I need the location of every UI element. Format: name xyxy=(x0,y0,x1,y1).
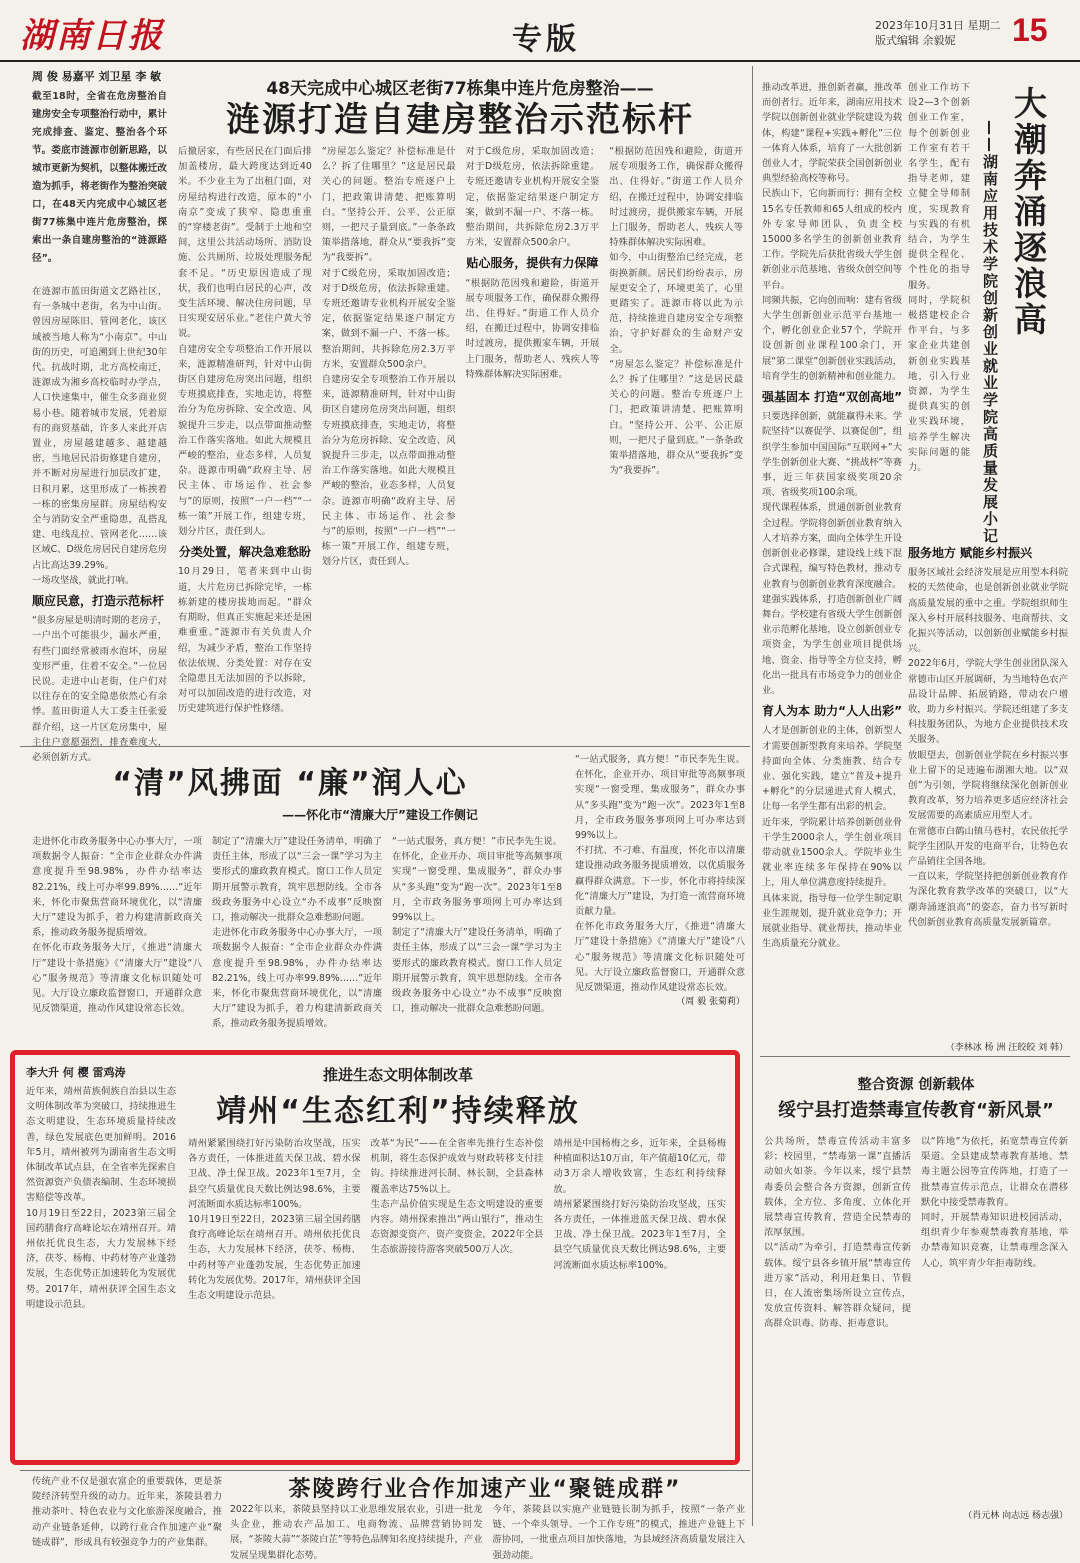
article-byline: 李大升 何 樱 雷鸡涛 xyxy=(26,1066,126,1079)
paragraph: 近年来，学院累计培养创新创业骨干学生2000余人，学生创业项目带动就业1500余人。学院毕业生就业率连续多年保持在90%以上，用人单位满意度持续提升。 xyxy=(762,816,902,889)
paragraph: 不打扰、不刁难、有温度，怀化市以清廉建设推动政务服务提质增效，以优质服务赢得群众满意。下一步，怀化市将持续深化“清廉大厅”建设，为打造一流营商环境贡献力量。 xyxy=(575,845,745,918)
paragraph: 在怀化市政务服务大厅，《推进“清廉大厅”建设十条措施》《“清廉大厅”建设“八心”服务规范》等清廉文化标识随处可见。大厅设立廉政监督窗口，开通群众意见反馈渠道，推动作风建设常态长效。 xyxy=(32,942,202,1015)
page-number: 15 xyxy=(1012,12,1048,48)
paragraph: 公共场所，禁毒宣传活动丰富多彩；校园里，“禁毒第一课”直播活动如火如荼。今年以来，绥宁县禁毒委员会整合各方资源，创新宣传载体，全方位、多角度、立体化开展禁毒宣传教育，营造全民禁毒的浓厚氛围。 xyxy=(764,1136,911,1239)
article-column-right xyxy=(575,752,745,1044)
divider xyxy=(20,746,750,747)
paragraph: 10月29日，笔者来到中山街道，大片危房已拆除完毕，一栋栋新建的楼房拔地而起。“群众有期盼，但真正实施起来还是困难重重。”涟源市有关负责人介绍，为减少矛盾，整治工作坚持依法依规、分类处置：对存在安全隐患且无法加固的予以拆除，对可以加固改造的进行改造，对历史建筑进行保护性修缮。 xyxy=(178,566,312,715)
paragraph: “一站式服务，真方便！”市民李先生说。在怀化，企业开办、项目审批等高频事项实现“一窗受理、集成服务”，群众办事从“多头跑”变为“跑一次”。2023年1至8月，全市政务服务事项网上可办率达到99%以上。 xyxy=(392,836,562,924)
paragraph: 对于C级危房，采取加固改造；对于D级危房，依法拆除重建。专班还邀请专业机构开展安全鉴定，依据鉴定结果逐户制定方案，做到不漏一户、不落一栋。整治期间，共拆除危房2.3万平方米，安置群众500余户。 xyxy=(321,267,456,370)
paragraph: 民族山下，它向新而行：拥有全校15名专任教师和65人组成的校内外专家导师团队，负责全校15000多名学生的创新创业教育工作。学院先后获批省级大学生创新创业示范基地、省级众创空间等平台。 xyxy=(762,188,902,291)
article-subhead: 服务地方 赋能乡村振兴 xyxy=(908,546,1033,560)
paragraph: 走进怀化市政务服务中心办事大厅，一项项数据令人振奋：“全市企业群众办件满意度提升至98.98%，办件办结率达82.21%，线上可办率99.89%……”近年来，怀化市聚焦营商环境优化，以“清廉大厅”建设为抓手，着力构建清新政商关系，推动政务服务提质增效。 xyxy=(32,836,202,939)
paragraph: “根据防范因残和避险，街道开展专项服务工作，确保群众搬得出、住得好。”街道工作人员介绍，在搬迁过程中，协调安排临时过渡房，提供搬家车辆，开展上门服务，帮助老人、残疾人等特殊群体解决实际困难。 xyxy=(609,146,743,249)
article-credit: （周 毅 张菊莉） xyxy=(676,997,745,1008)
article-subhead: 强基固本 打造“双创高地” xyxy=(762,390,902,405)
paragraph: 同时，学院积极搭建校企合作平台，与多家企业共建创新创业实践基地，引入行业资源，为学生提供真实的创业实践环境，培养学生解决实际问题的能力。 xyxy=(908,294,970,474)
paragraph: 今年，茶陵县以实施产业链链长制为抓手，按照“一条产业链、一个牵头领导、一个工作专班”的模式，推进产业链上下游协同，一批重点项目加快落地，为县域经济高质量发展注入强劲动能。 xyxy=(492,1504,745,1561)
paragraph: 在常德市白鹤山镇马巷村，农民依托学院学生团队开发的电商平台，让特色农产品销往全国各地。 xyxy=(908,825,1068,868)
article-column-1 xyxy=(26,1084,176,1452)
paragraph: 生态产品价值实现是生态文明建设的重要内容。靖州探索推出“两山银行”，推动生态资源变资产、资产变资金，2022年全县生态旅游接待游客突破500万人次。 xyxy=(370,1198,544,1256)
article-suining xyxy=(760,1060,1072,1528)
article-subhead: 分类处置，解决急难愁盼 xyxy=(178,545,311,560)
article-college-column-c xyxy=(908,540,1068,1035)
article-college-column-b xyxy=(908,80,970,540)
paragraph: 具体来说，指导每一位学生制定职业生涯规划，提升就业竞争力；开展就业指导、就业帮扶，推动毕业生高质量充分就业。 xyxy=(762,892,902,950)
divider xyxy=(760,1056,1070,1057)
paragraph: 走进怀化市政务服务中心办事大厅，一项项数据令人振奋：“全市企业群众办件满意度提升至98.98%，办件办结率达82.21%，线上可办率99.89%……”近年来，怀化市聚焦营商环境优化，以“清廉大厅”建设为抓手，着力构建清新政商关系，推动政务服务提质增效。 xyxy=(212,927,382,1030)
article-credit: （肖元林 向志远 杨志强） xyxy=(963,1511,1068,1521)
article-lead: 截至18时，全省在危房整治自建房安全专项整治行动中，累计完成排查、鉴定、整治各个环节。娄底市涟源市创新思路，以城市更新为契机，以整体搬迁改造为抓手，将老街作为整治突破口，在48天内完成中心城区老街77栋集中连片危房整治，探索出一条自建房整治的“涟源路径”。 xyxy=(32,91,167,264)
article-body-columns xyxy=(178,144,743,740)
paragraph: 对于C级危房，采取加固改造；对于D级危房，依法拆除重建。专班还邀请专业机构开展安全鉴定，依据鉴定结果逐户制定方案，做到不漏一户、不落一栋。整治期间，共拆除危房2.3万平方米，安置群众500余户。 xyxy=(465,146,600,249)
article-column-1: 传统产业不仅是强农富企的重要载体，更是茶陵经济转型升级的动力。近年来，茶陵县着力推动茶叶、特色农业与文化旅游深度融合，推动产业链条延伸，以跨行业合作加速产业“聚链成群”，形成具有较强竞争力的产业集群。 xyxy=(32,1476,222,1548)
paragraph: “一站式服务，真方便！”市民李先生说。在怀化，企业开办、项目审批等高频事项实现“一窗受理、集成服务”，群众办事从“多头跑”变为“跑一次”。2023年1至8月，全市政务服务事项网上可办率达到99%以上。 xyxy=(575,754,745,842)
article-subtitle-vertical: ——湖南应用技术学院创新创业就业学院高质量发展小记 xyxy=(981,120,999,545)
paragraph: 靖州紧紧围绕打好污染防治攻坚战，压实各方责任，一体推进蓝天保卫战、碧水保卫战、净土保卫战。2023年1至7月，全县空气质量优良天数比例达98.6%，主要河流断面水质达标率100%。 xyxy=(188,1138,361,1210)
paragraph: 放眼望去，创新创业学院在乡村振兴事业上留下的足迹遍布湖湘大地。以“双创”为引领，学院将继续深化创新创业教育改革，努力培养更多适应经济社会发展需要的高素质应用型人才。 xyxy=(908,749,1068,822)
article-body-columns xyxy=(764,1134,1068,1506)
paragraph: 在怀化市政务服务大厅，《推进“清廉大厅”建设十条措施》《“清廉大厅”建设“八心”服务规范》等清廉文化标识随处可见。大厅设立廉政监督窗口，开通群众意见反馈渠道，推动作风建设常态长效。 xyxy=(575,921,745,994)
paragraph: 10月19日至22日，2023第三届全国药膳食疗高峰论坛在靖州召开。靖州依托优良生态，大力发展林下经济，茯苓、杨梅、中药材等产业蓬勃发展，生态优势正加速转化为发展优势。2017年，靖州获评全国生态文明建设示范县。 xyxy=(26,1207,176,1310)
article-headline: 绥宁县打造禁毒宣传教育“新风景” xyxy=(778,1100,1054,1121)
paragraph: 靖州是中国杨梅之乡，近年来，全县杨梅种植面积达10万亩，年产值超10亿元，带动3万余人增收致富，生态红利持续释放。 xyxy=(553,1138,727,1195)
paragraph: 推动改革进，推创新者赢，推改革而创者行。近年来，湖南应用技术学院以创新创业就业学院建设为载体，构建“课程+实践+孵化”三位一体育人体系，培育了一大批创新创业人才，学院荣获全国创新创业典型经验高校等称号。 xyxy=(762,82,902,185)
article-column-1 xyxy=(32,284,167,764)
paragraph: 如今，中山街整治已经完成，老街换新颜。居民们纷纷表示，房屋更安全了，环境更美了，心里更踏实了。涟源市将以此为示范，持续推进自建房安全专项整治，守护好群众的生命财产安全。 xyxy=(609,252,743,355)
paragraph: 制定了“清廉大厅”建设任务清单，明确了责任主体，形成了以“三会一课”学习为主要形式的廉政教育模式。窗口工作人员定期开展警示教育，筑牢思想防线。全市各级政务服务中心设立“办不成事”反映窗口，推动解决一批群众急难愁盼问题。 xyxy=(392,927,562,1015)
article-lianyuan xyxy=(20,66,750,764)
paragraph: 2022年以来，茶陵县坚持以工业思维发展农业，引进一批龙头企业，推动农产品加工、电商物流、品牌营销协同发展，“茶陵大蒜”“茶陵白芷”等特色品牌知名度持续提升，产业发展呈现集群化态势。 xyxy=(230,1504,483,1561)
issue-date: 2023年10月31日 星期二 xyxy=(875,19,1001,32)
article-headline: “清”风拂面 “廉”润人心 xyxy=(112,766,468,801)
section-title: 专版 xyxy=(512,22,580,57)
article-body-columns xyxy=(32,834,562,1044)
paragraph: 改革“为民”——在全省率先推行生态补偿机制，将生态保护成效与财政转移支付挂钩。持续推进河长制、林长制，全县森林覆盖率达75%以上。 xyxy=(370,1138,544,1195)
article-headline: 茶陵跨行业合作加速产业“聚链成群” xyxy=(288,1477,682,1502)
paragraph: 只要选择创新，就能赢得未来。学院坚持“以赛促学、以赛促创”，组织学生参加中国国际“互联网+”大学生创新创业大赛、“挑战杯”等赛事，近三年获国家级奖项20余项、省级奖项100余项。 xyxy=(762,411,902,499)
article-kicker: 推进生态文明体制改革 xyxy=(322,1066,473,1084)
article-byline: 周 俊 易嘉平 刘卫星 李 敏 xyxy=(32,70,162,83)
masthead-meta xyxy=(875,18,1001,48)
paragraph: 创业工作坊下设2—3个创新创业工作室，每个创新创业工作室有若干名学生，配有指导老师，建立健全导师制度，实现教育与实践的有机结合，为学生提供全程化、个性化的指导服务。 xyxy=(908,82,970,291)
paragraph: 同时，开展禁毒知识进校园活动，组织青少年参观禁毒教育基地，举办禁毒知识竞赛，让禁毒理念深入人心，筑牢青少年拒毒防线。 xyxy=(921,1212,1068,1269)
paragraph: 人才是创新创业的主体，创新型人才需要创新型教育来培养。学院坚持面向全体、分类施教、结合专业、强化实践，建立“普及+提升+孵化”的分层递进式育人模式，让每一名学生都有出彩的机会。 xyxy=(762,725,902,813)
paragraph: 以“活动”为牵引，打造禁毒宣传新载体。绥宁县各乡镇开展“禁毒宣传进万家”活动，利用赶集日、节假日，在人流密集场所设立宣传点，发放宣传资料、解答群众疑问，提高群众识毒、防毒、拒毒意识。 xyxy=(764,1242,911,1330)
masthead xyxy=(0,0,1080,62)
paragraph: 建强实践体系，打造创新创业广阔舞台。学校建有省级大学生创新创业示范孵化基地，设立创新创业专项资金，为学生创业项目提供场地、资金、指导等全方位支持，孵化出一批具有市场竞争力的创业企业。 xyxy=(762,593,902,696)
paragraph: 近年来，靖州苗族侗族自治县以生态文明体制改革为突破口，持续推进生态文明建设，生态环境质量持续改善，绿色发展底色更加鲜明。2016年5月，靖州被列为湖南省生态文明体制改革试点县，在全省率先探索自然资源资产负债表编制、生态环境损害赔偿等改革。 xyxy=(26,1086,176,1204)
article-huaihua xyxy=(20,750,750,1046)
paragraph: 一场攻坚战，就此打响。 xyxy=(32,574,135,586)
paragraph: “很多房屋是明清时期的老房子，一户出个可能很少，漏水严重，有些门面经常被雨水泡坏，房屋变形严重，住着不安全。”一位居民说。走进中山老街，住户们对以往存在的安全隐患依然心有余悸。蓝田街道人大工委主任张爱群介绍，这一片区危房集中，屋主住户意愿强烈，排查难度大，必须创新方式。 xyxy=(32,615,167,764)
article-body-columns xyxy=(188,1136,726,1452)
paragraph: 现代课程体系，贯通创新创业教育全过程。学院将创新创业教育纳入人才培养方案，面向全体学生开设创新创业必修课，建设线上线下混合式课程，编写特色教材，推动专业教育与创新创业教育深度融合。 xyxy=(762,502,902,590)
column-divider xyxy=(752,66,753,1526)
article-college-column-a xyxy=(762,80,902,1035)
paragraph: 自建房安全专项整治工作开展以来，涟源精准研判，针对中山街街区自建房危房突出问题，组织专班摸底排查，实地走访，将整治分为危房拆除、安全改造、风貌提升三步走，以点带面推动整治工作落实落地。如此大规模且严峻的整治，业态多样，人员复杂。涟源市明确“政府主导、居民主体、市场运作、社会参与”的原则，按照“一户一档”“一栋一策”开展工作，组建专班，划分片区，责任到人。 xyxy=(178,343,312,538)
paragraph: 服务区域社会经济发展是应用型本科院校的天然使命，也是创新创业就业学院高质量发展的重中之重。学院组织师生深入乡村开展科技服务、电商帮扶、文化振兴等活动，以创新创业赋能乡村振兴。 xyxy=(908,567,1068,655)
article-jingzhou xyxy=(18,1058,732,1458)
article-headline: 靖州“生态红利”持续释放 xyxy=(216,1094,580,1129)
article-headline: 涟源打造自建房整治示范标杆 xyxy=(226,100,694,140)
paragraph: 后撤居家，有些居民在门面后排加盖楼房，最大跨度达到近40米。不少业主为了出租门面，对房屋结构进行改造，原本的“小南京”变成了狭窄、隐患重重的“穿楼老街”。受制于土地和空间，这里公共活动场所、消防设施、公共厕所、垃圾处理服务配套不足。“历史原因造成了现状，我们也明白居民的心声，改变生活环境、解决住房问题，早日实现安居乐业。”老住户黄大爷说。 xyxy=(178,146,312,340)
article-subhead: 顺应民意，打造示范标杆 xyxy=(32,594,165,609)
paragraph: 靖州紧紧围绕打好污染防治攻坚战，压实各方责任，一体推进蓝天保卫战、碧水保卫战、净土保卫战。2023年1至7月，全县空气质量优良天数比例达98.6%，主要河流断面水质达标率100%。 xyxy=(553,1198,727,1271)
article-subhead: 育人为本 助力“人人出彩” xyxy=(762,704,902,719)
paragraph: “房屋怎么鉴定？补偿标准是什么？拆了住哪里？”这是居民最关心的问题。整治专班逐户上门，把政策讲清楚、把账算明白。“坚持公开、公平、公正原则，一把尺子量到底。”一条条政策举措落地，群众从“要我拆”变为“我要拆”。 xyxy=(609,358,743,477)
article-body-columns xyxy=(230,1502,745,1561)
newspaper-logo: 湖南日报 xyxy=(20,16,164,56)
article-kicker: 48天完成中心城区老街77栋集中连片危房整治—— xyxy=(266,79,654,99)
divider xyxy=(20,1470,750,1471)
paragraph: 同频共振，它向创而响：建有省级大学生创新创业示范平台基地一个，孵化创业企业57个，学院开设创新创业课程100余门，开展“第二课堂”创新创业实践活动，培育学生的创新精神和创业能力。 xyxy=(762,294,902,382)
paragraph: 以“阵地”为依托，拓宽禁毒宣传新渠道。全县建成禁毒教育基地、禁毒主题公园等宣传阵地，打造了一批禁毒宣传示范点，让群众在潜移默化中接受禁毒教育。 xyxy=(921,1136,1068,1208)
paragraph: 一直以来，学院坚持把创新创业教育作为深化教育教学改革的突破口，以“大潮奔涌逐浪高”的姿态，奋力书写新时代创新创业教育高质量发展新篇章。 xyxy=(908,871,1068,928)
paragraph: 制定了“清廉大厅”建设任务清单，明确了责任主体，形成了以“三会一课”学习为主要形式的廉政教育模式。窗口工作人员定期开展警示教育，筑牢思想防线。全市各级政务服务中心设立“办不成事”反映窗口，推动解决一批群众急难愁盼问题。 xyxy=(212,836,382,924)
paragraph: 在涟源市蓝田街道文艺路社区，有一条城中老街，名为中山街。曾因房屋陈旧、管网老化，该区域被当地人称为“小南京”。中山街的历史，可追溯到上世纪30年代。抗战时期，北方高校南迁，涟源成为湘乡高校临时办学点，人口快速集中，催生众多商业贸易小巷。随着城市发展，凭着原有的商贸基础，许多人来此开店置业，房屋越建越多、越建越密，当地居民沿街修建自建房，并不断对房屋进行加层改扩建，日积月累，这里形成了一栋挨着一栋的密集房屋群。房屋结构安全与消防安全严重隐患，乱搭乱建、电线乱拉、管网老化……该区域C、D级危房居民自建房危房占比高达39.29%。 xyxy=(32,286,167,571)
paragraph: 自建房安全专项整治工作开展以来，涟源精准研判，针对中山街街区自建房危房突出问题，组织专班摸底排查，实地走访，将整治分为危房拆除、安全改造、风貌提升三步走，以点带面推动整治工作落实落地。如此大规模且严峻的整治，业态多样，人员复杂。涟源市明确“政府主导、居民主体、市场运作、社会参与”的原则，按照“一户一档”“一栋一策”开展工作，组建专班，划分片区，责任到人。 xyxy=(321,374,456,568)
article-headline-vertical: 大潮奔涌逐浪高 xyxy=(1009,86,1048,338)
article-kicker: 整合资源 创新载体 xyxy=(857,1077,975,1093)
article-chaling xyxy=(20,1472,750,1561)
paragraph: “根据防范因残和避险，街道开展专项服务工作，确保群众搬得出、住得好。”街道工作人员介绍，在搬迁过程中，协调安排临时过渡房，提供搬家车辆，开展上门服务，帮助老人、残疾人等特殊群体解决实际困难。 xyxy=(465,277,600,380)
article-credit: （李林冰 杨 洲 汪皎皎 刘 韩） xyxy=(945,1043,1068,1053)
article-subhead: 贴心服务，提供有力保障 xyxy=(466,256,599,271)
paragraph: 2022年6月，学院大学生创业团队深入常德市山区开展调研，为当地特色农产品设计品牌、拓展销路，带动农户增收，助力乡村振兴。学院还组建了多支科技服务团队，为地方企业提供技术攻关服务。 xyxy=(908,658,1068,746)
paragraph: “房屋怎么鉴定？补偿标准是什么？拆了住哪里？”这是居民最关心的问题。整治专班逐户上门，把政策讲清楚、把账算明白。“坚持公开、公平、公正原则，一把尺子量到底。”一条条政策举措落地，群众从“要我拆”变为“我要拆”。 xyxy=(321,146,456,264)
article-subtitle: ——怀化市“清廉大厅”建设工作侧记 xyxy=(282,808,478,822)
layout-editor: 版式编辑 余毅妮 xyxy=(875,34,956,47)
paragraph: 10月19日至22日，2023第三届全国药膳食疗高峰论坛在靖州召开。靖州依托优良生态，大力发展林下经济，茯苓、杨梅、中药材等产业蓬勃发展，生态优势正加速转化为发展优势。2017年，靖州获评全国生态文明建设示范县。 xyxy=(188,1214,361,1302)
